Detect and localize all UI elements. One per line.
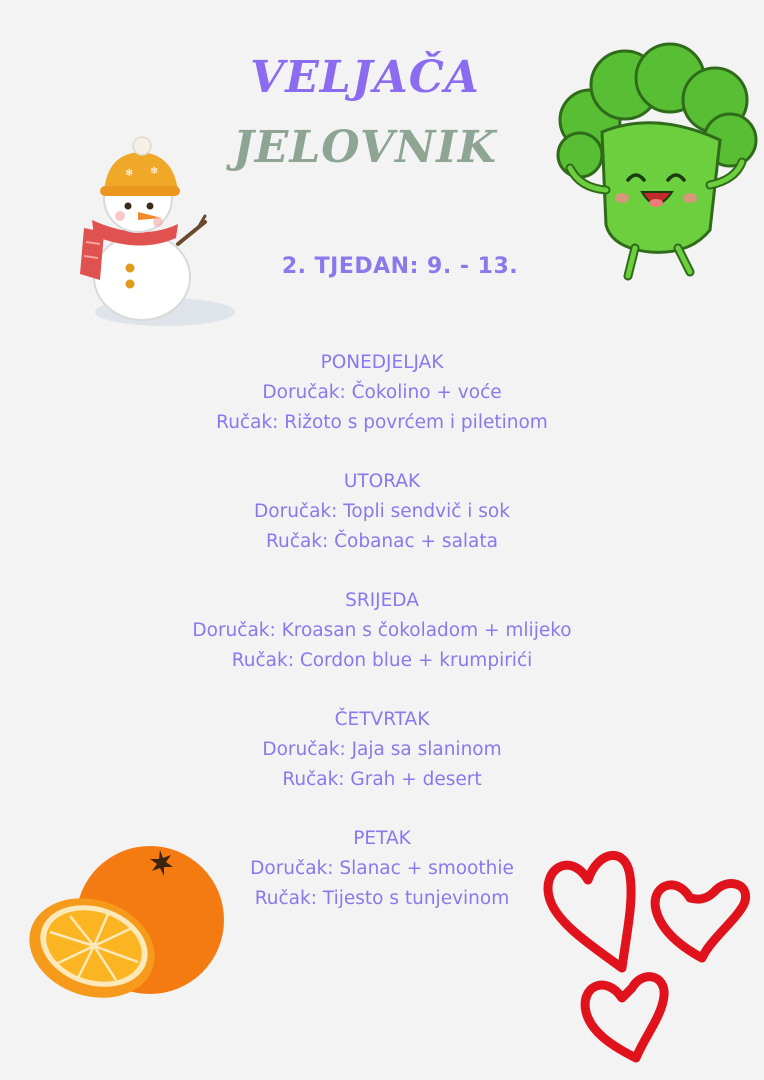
lunch-item: Ručak: Rižoto s povrćem i piletinom [216, 412, 548, 433]
day-name: ČETVRTAK [334, 709, 430, 730]
day-wednesday [82, 586, 682, 676]
day-tuesday [82, 467, 682, 557]
day-name: PETAK [353, 828, 411, 849]
lunch-item: Ručak: Grah + desert [282, 769, 482, 790]
lunch-item: Ručak: Tijesto s tunjevinom [254, 888, 510, 909]
day-name: SRIJEDA [345, 590, 419, 611]
breakfast-item: Doručak: Jaja sa slaninom [262, 739, 502, 760]
broccoli-icon [550, 40, 764, 290]
lunch-item: Ručak: Čobanac + salata [266, 531, 498, 552]
breakfast-item: Doručak: Kroasan s čokoladom + mlijeko [192, 620, 572, 641]
day-name: UTORAK [343, 471, 421, 492]
day-thursday [82, 705, 682, 795]
day-friday [82, 824, 682, 914]
weekly-menu [82, 348, 682, 943]
breakfast-item: Doručak: Čokolino + voće [262, 382, 502, 403]
breakfast-item: Doručak: Slanac + smoothie [250, 858, 514, 879]
day-monday [82, 348, 682, 438]
menu-title: JELOVNIK [232, 122, 498, 173]
month-title: VELJAČA [250, 52, 480, 103]
svg-text:❄: ❄ [125, 168, 134, 179]
day-name: PONEDJELJAK [320, 352, 444, 373]
lunch-item: Ručak: Cordon blue + krumpirići [231, 650, 533, 671]
week-label: 2. TJEDAN: 9. - 13. [281, 254, 519, 279]
breakfast-item: Doručak: Topli sendvič i sok [254, 501, 510, 522]
svg-text:❄: ❄ [150, 166, 159, 177]
